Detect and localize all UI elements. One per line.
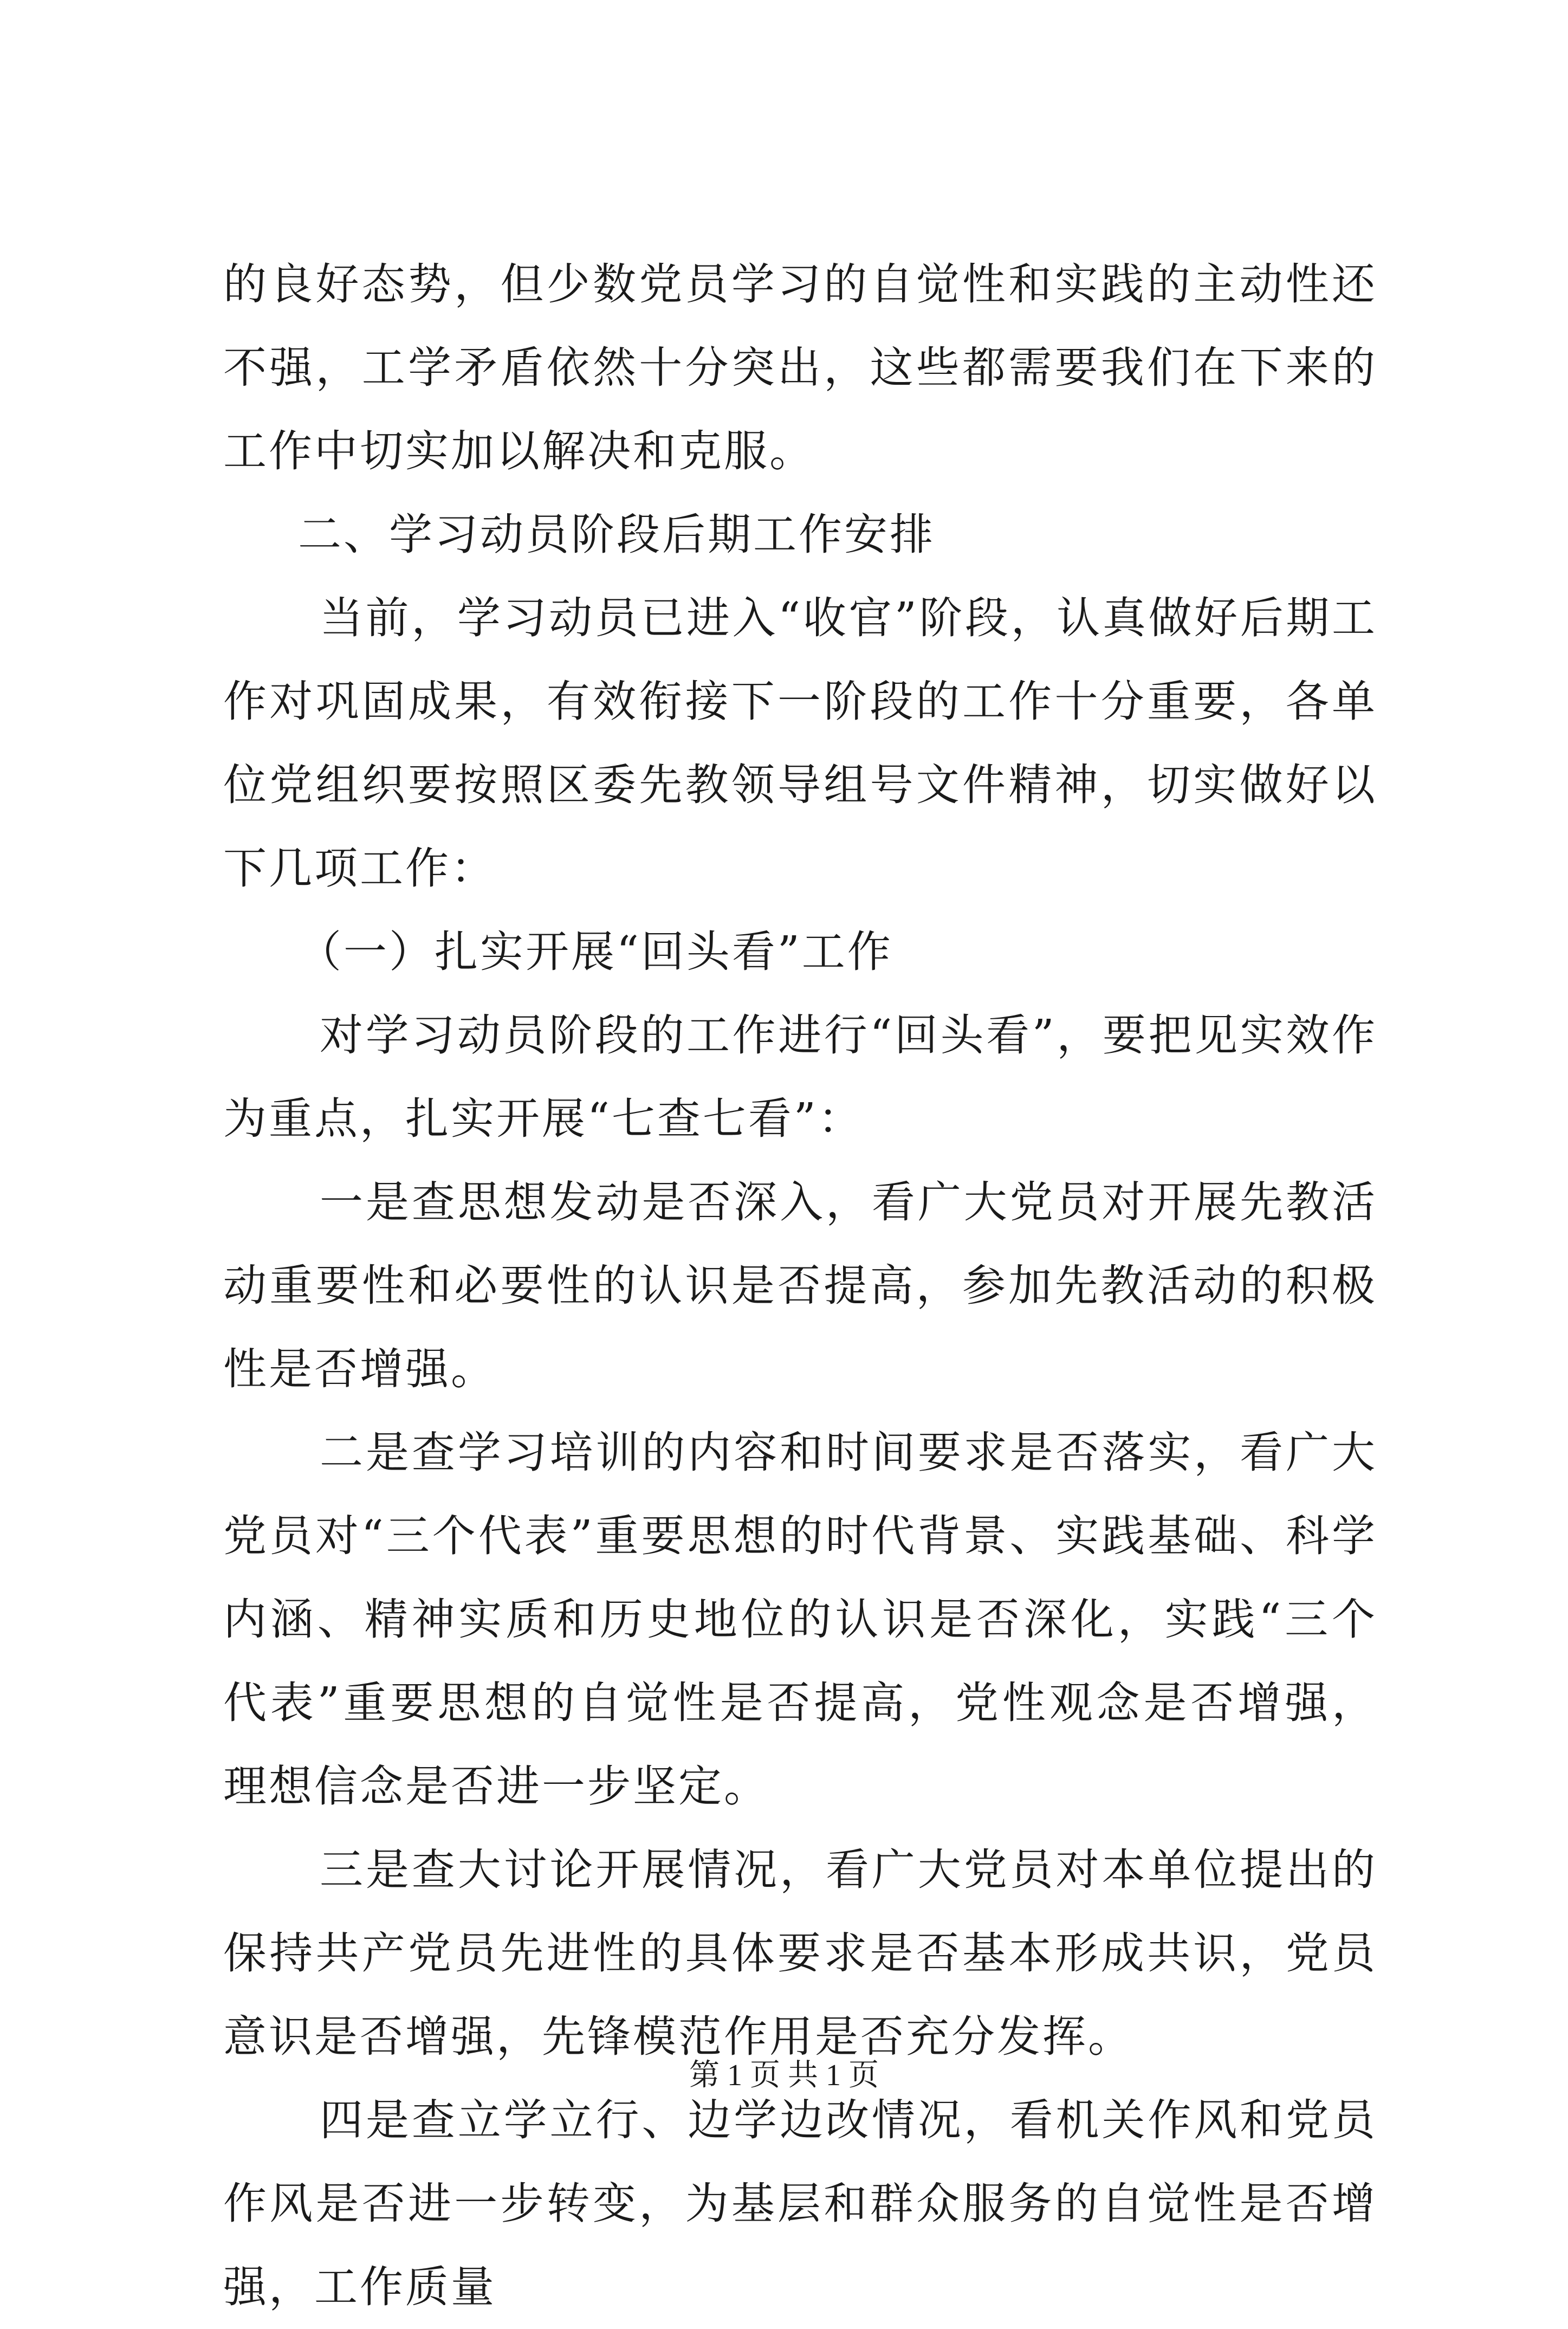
paragraph-continuation: 的良好态势，但少数党员学习的自觉性和实践的主动性还不强，工学矛盾依然十分突出，这些都需要我们在下来的工作中切实加以解决和克服。: [223, 259, 1377, 476]
paragraph-current-stage: 当前，学习动员已进入“收官”阶段，认真做好后期工作对巩固成果，有效衔接下一阶段的工作十分重要，各单位党组织要按照区委先教领导组号文件精神，切实做好以下几项工作：: [223, 593, 1377, 894]
subsection-heading-1: （一）扎实开展“回头看”工作: [298, 927, 893, 977]
document-body: [223, 243, 1377, 2329]
section-heading-2: 二、学习动员阶段后期工作安排: [298, 509, 935, 560]
page-footer: 第 1 页 共 1 页: [689, 2059, 879, 2092]
paragraph-check-1: 一是查思想发动是否深入，看广大党员对开展先教活动重要性和必要性的认识是否提高，参加先教活动的积极性是否增强。: [223, 1177, 1377, 1394]
paragraph-check-2: 二是查学习培训的内容和时间要求是否落实，看广大党员对“三个代表”重要思想的时代背景、实践基础、科学内涵、精神实质和历史地位的认识是否深化，实践“三个代表”重要思想的自觉性是否提高，党性观念是否增强，理想信念是否进一步坚定。: [223, 1427, 1377, 1812]
paragraph-review-intro: 对学习动员阶段的工作进行“回头看”，要把见实效作为重点，扎实开展“七查七看”：: [223, 1010, 1377, 1144]
paragraph-check-3: 三是查大讨论开展情况，看广大党员对本单位提出的保持共产党员先进性的具体要求是否基本形成共识，党员意识是否增强，先锋模范作用是否充分发挥。: [223, 1845, 1377, 2062]
paragraph-check-4: 四是查立学立行、边学边改情况，看机关作风和党员作风是否进一步转变，为基层和群众服务的自觉性是否增强，工作质量: [223, 2095, 1377, 2312]
